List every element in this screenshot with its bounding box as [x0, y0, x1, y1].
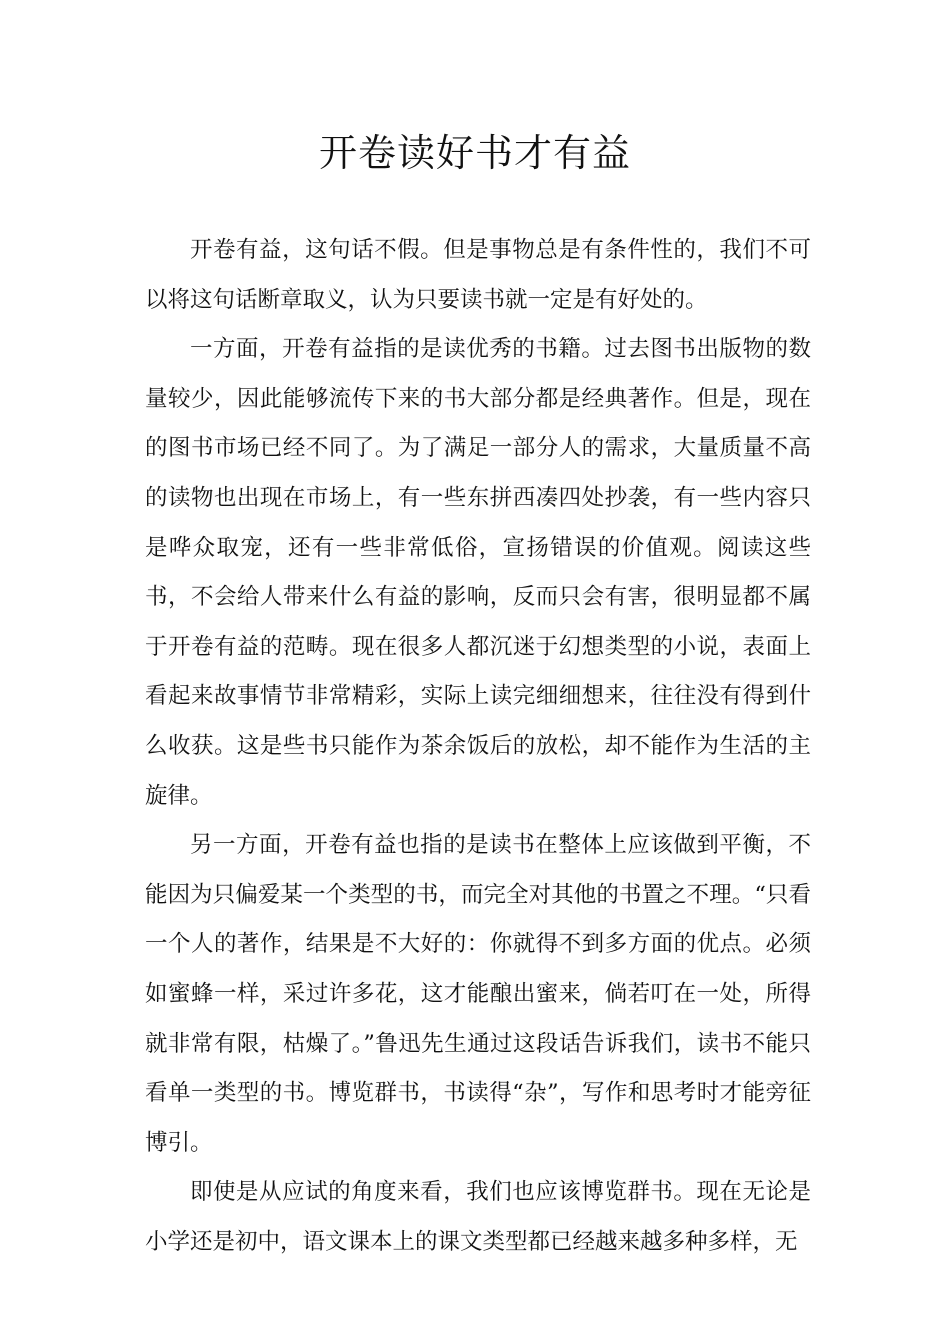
document-title: 开卷读好书才有益: [318, 131, 631, 175]
paragraph-3: 另一方面，开卷有益也指的是读书在整体上应该做到平衡，不能因为只偏爱某一个类型的书，而完全对其他的书置之不理。“只看一个人的著作，结果是不大好的：你就得不到多方面的优点。必须如蜜蜂一样，采过许多花，这才能酿出蜜来，倘若叮在一处，所得就非常有限，枯燥了。”鲁迅先生通过这段话告诉我们，读书不能只看单一类型的书。博览群书，书读得“杂”，写作和思考时才能旁征博引。: [145, 832, 811, 1156]
paragraph-2: 一方面，开卷有益指的是读优秀的书籍。过去图书出版物的数量较少，因此能够流传下来的书大部分都是经典著作。但是，现在的图书市场已经不同了。为了满足一部分人的需求，大量质量不高的读物也出现在市场上，有一些东拼西凑四处抄袭，有一些内容只是哗众取宠，还有一些非常低俗，宣扬错误的价值观。阅读这些书，不会给人带来什么有益的影响，反而只会有害，很明显都不属于开卷有益的范畴。现在很多人都沉迷于幻想类型的小说，表面上看起来故事情节非常精彩，实际上读完细细想来，往往没有得到什么收获。这是些书只能作为茶余饭后的放松，却不能作为生活的主旋律。: [145, 336, 811, 809]
paragraph-1: 开卷有益，这句话不假。但是事物总是有条件性的，我们不可以将这句话断章取义，认为只要读书就一定是有好处的。: [145, 237, 811, 313]
document-body: [145, 226, 811, 1267]
paragraph-4: 即使是从应试的角度来看，我们也应该博览群书。现在无论是小学还是初中，语文课本上的课文类型都已经越来越多种多样，无: [145, 1179, 811, 1255]
